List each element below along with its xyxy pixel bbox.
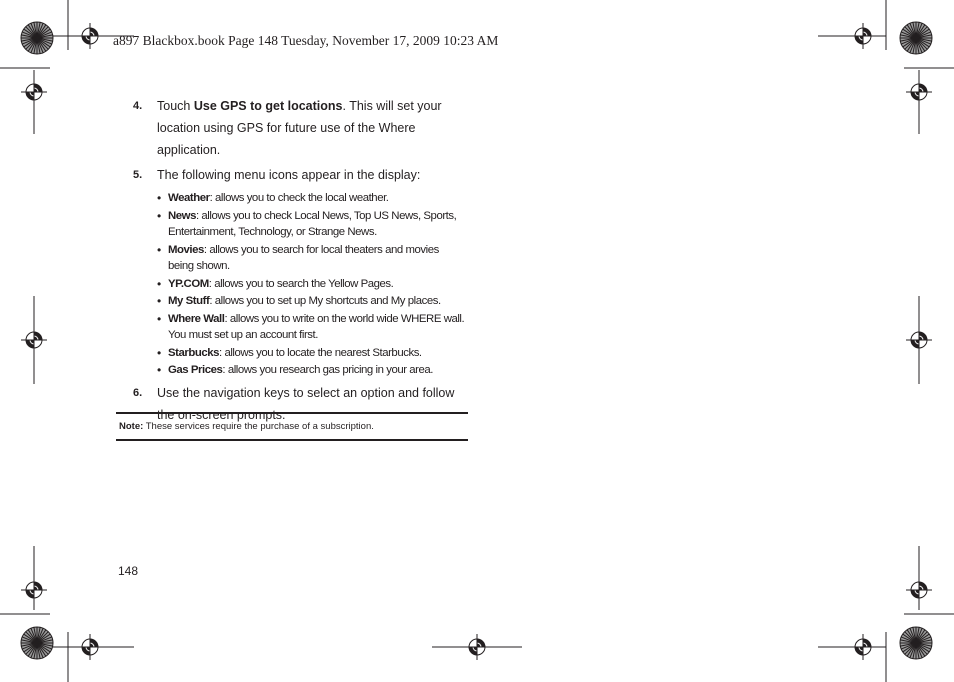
- item-term: Gas Prices: [168, 364, 223, 376]
- instruction-content: [116, 95, 466, 426]
- item-description: : allows you to check Local News, Top US News, Sports, Entertainment, Technology, or Strange News.: [168, 209, 457, 238]
- item-term: My Stuff: [168, 295, 210, 307]
- step-number: 4.: [133, 100, 143, 112]
- registration-mark-icon: [906, 79, 932, 105]
- item-description: : allows you to write on the world wide WHERE wall. You must set up an account first.: [168, 312, 465, 341]
- registration-mark-icon: [21, 327, 47, 353]
- list-item: [157, 362, 466, 379]
- starburst-target-icon: [21, 627, 53, 659]
- step-text: Use the navigation keys to select an option and follow the on-screen prompts.: [157, 385, 455, 422]
- step-number: 5.: [133, 169, 143, 181]
- item-term: Where Wall: [168, 312, 225, 325]
- starburst-target-icon: [900, 22, 932, 54]
- item-term: YP.COM: [168, 277, 209, 290]
- registration-mark-icon: [906, 577, 932, 603]
- item-term: News: [168, 209, 196, 222]
- starburst-target-icon: [900, 627, 932, 659]
- note-text: These services require the purchase of a subscription.: [143, 421, 374, 432]
- step-5: [116, 164, 466, 186]
- registration-mark-icon: [21, 79, 47, 105]
- list-item: [157, 293, 466, 310]
- list-item: [157, 276, 466, 293]
- item-description: : allows you to set up My shortcuts and My places.: [209, 295, 441, 307]
- step-option-name: Use GPS to get locations: [193, 99, 343, 113]
- list-item: [157, 345, 466, 362]
- item-description: : allows you to search for local theaters and movies being shown.: [168, 243, 439, 272]
- item-description: : allows you to check the local weather.: [209, 192, 389, 204]
- registration-mark-icon: [850, 23, 876, 49]
- item-term: Weather: [168, 192, 210, 204]
- item-description: : allows you to search the Yellow Pages.: [208, 277, 394, 290]
- registration-mark-icon: [77, 23, 103, 49]
- item-description: : allows you research gas pricing in your area.: [222, 364, 433, 376]
- item-term: Starbucks: [168, 346, 220, 359]
- menu-icons-list: [116, 190, 466, 379]
- step-text: The following menu icons appear in the display:: [157, 168, 421, 182]
- list-item: [157, 208, 466, 241]
- note-label: Note:: [119, 421, 144, 432]
- step-text-prefix: Touch: [157, 99, 194, 113]
- registration-mark-icon: [77, 634, 103, 660]
- registration-mark-icon: [21, 577, 47, 603]
- starburst-target-icon: [21, 22, 53, 54]
- note-box: [116, 412, 468, 441]
- item-description: : allows you to locate the nearest Starbucks.: [219, 346, 422, 359]
- print-slug-header: a897 Blackbox.book Page 148 Tuesday, November 17, 2009 10:23 AM: [113, 33, 499, 48]
- list-item: [157, 242, 466, 275]
- step-number: 6.: [133, 386, 143, 399]
- list-item: [157, 311, 466, 344]
- registration-mark-icon: [850, 634, 876, 660]
- registration-mark-icon: [906, 327, 932, 353]
- registration-mark-icon: [464, 634, 490, 660]
- step-text: . This will set your location using GPS for future use of the Where application.: [157, 99, 442, 157]
- list-item: [157, 190, 466, 207]
- page-number: 148: [118, 564, 139, 578]
- item-term: Movies: [168, 243, 204, 256]
- step-4: [116, 95, 466, 161]
